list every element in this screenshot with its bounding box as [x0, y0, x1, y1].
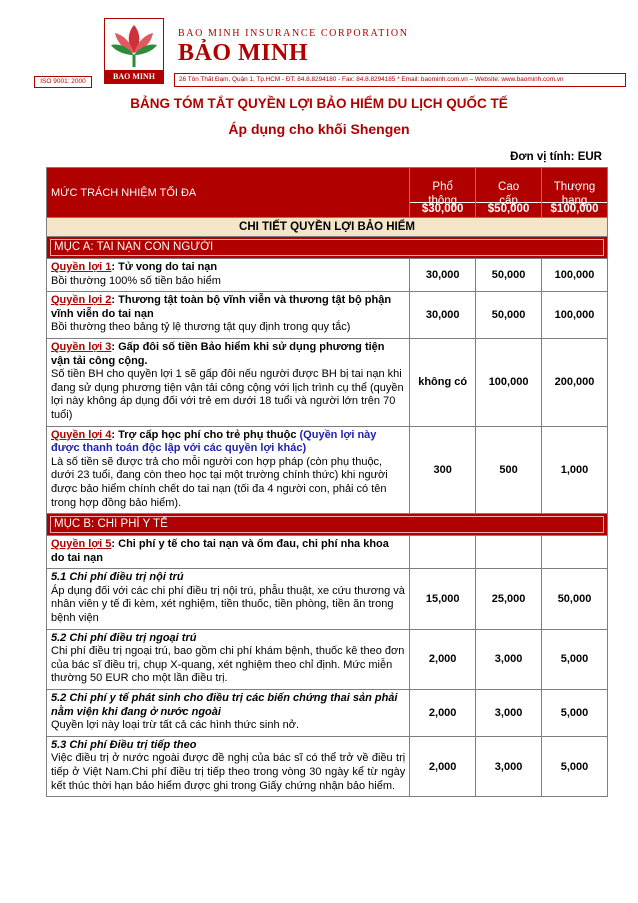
- benefit-note: (Quyền lợi này được thanh toán độc lập với các quyền lợi khác): [51, 428, 377, 455]
- benefit-label: Quyền lợi 4: [51, 428, 112, 441]
- benefit-label: Quyền lợi 2: [51, 294, 112, 307]
- table-header-row: [47, 168, 608, 218]
- table-row: [47, 629, 608, 689]
- benefit-description: [47, 629, 410, 689]
- benefit-label: Quyền lợi 3: [51, 340, 112, 353]
- value-standard: 2,000: [410, 690, 476, 737]
- table-row: [47, 426, 608, 514]
- value-vip: 50,000: [542, 569, 608, 629]
- value-standard: 2,000: [410, 629, 476, 689]
- value-vip: 5,000: [542, 690, 608, 737]
- benefit-text: Quyền lợi này loại trừ tất cả các hình thức sinh nở.: [51, 719, 300, 732]
- iso-badge: ISO 9001: 2000: [34, 76, 92, 88]
- currency-unit: Đơn vị tính: EUR: [510, 151, 602, 163]
- table-row: [47, 736, 608, 796]
- benefit-text: Việc điều trị ở nước ngoài được đề nghị của bác sĩ có thể trở về điều trị tiếp ở Việt Nam.Chi phí điều trị tiếp theo trong vòng 30 ngày kể từ ngày kết thúc thời hạn bảo hiểm được ghi trong Giấy chứng nhận bảo hiểm.: [51, 752, 406, 792]
- value-premium: 50,000: [476, 292, 542, 339]
- value-premium: 3,000: [476, 690, 542, 737]
- plan-name-line2: cấp: [499, 194, 518, 207]
- plan-amount: $30,000: [410, 202, 475, 216]
- value-premium: 100,000: [476, 338, 542, 426]
- benefit-description: [47, 569, 410, 629]
- detail-heading: CHI TIẾT QUYỀN LỢI BẢO HIỂM: [47, 218, 608, 237]
- plan-header-standard: [410, 168, 476, 218]
- value-vip: 5,000: [542, 736, 608, 796]
- benefits-table: [46, 167, 608, 797]
- benefit-description: [47, 292, 410, 339]
- value-standard: không có: [410, 338, 476, 426]
- plan-name-line2: thông: [428, 194, 458, 207]
- lotus-logo-icon: [105, 19, 163, 71]
- value-premium: 500: [476, 426, 542, 514]
- value-premium: [476, 536, 542, 569]
- benefit-title: : Trợ cấp học phí cho trẻ phụ thuộc: [111, 428, 297, 441]
- value-standard: 15,000: [410, 569, 476, 629]
- table-row: [47, 536, 608, 569]
- benefit-text: Bồi thường 100% số tiền bảo hiểm: [51, 274, 221, 287]
- benefit-label: Quyền lợi 1: [51, 261, 112, 273]
- value-standard: 30,000: [410, 292, 476, 339]
- benefit-title: : Gấp đôi số tiền Bảo hiểm khi sử dụng phương tiện vận tải công cộng.: [51, 340, 385, 367]
- value-premium: 50,000: [476, 259, 542, 292]
- benefit-label: Quyền lợi 5: [51, 538, 112, 551]
- sub-benefit-title: 5.2 Chi phí điều trị ngoại trú: [51, 631, 197, 644]
- sub-benefit-title: 5.2 Chi phí y tế phát sinh cho điều trị các biến chứng thai sản phải nằm viện khi đang ở nước ngoài: [51, 692, 398, 718]
- benefit-text: Chi phí điều trị ngoại trú, bao gồm chi phí khám bệnh, thuốc kê theo đơn của bác sĩ điều trị, chụp X-quang, xét nghiệm theo chỉ định. Mức miễn thường 50 EUR cho một lần điều trị.: [51, 645, 405, 685]
- value-vip: 5,000: [542, 629, 608, 689]
- table-row: [47, 569, 608, 629]
- value-standard: 300: [410, 426, 476, 514]
- value-vip: 100,000: [542, 292, 608, 339]
- benefit-text: Là số tiền sẽ được trả cho mỗi người con hợp pháp (còn phụ thuộc, dưới 23 tuổi, đang còn theo học tại một trường chính thức) khi người được bảo hiểm chính chết do tai nạn (tối đa 4 người con, phải có tên trong hợp đồng bảo hiểm).: [51, 455, 388, 509]
- plan-amount: $50,000: [476, 202, 541, 216]
- value-standard: [410, 536, 476, 569]
- plan-name-line1: Phổ: [432, 180, 453, 193]
- benefit-title: : Thương tật toàn bộ vĩnh viễn và thương tật bộ phận vĩnh viễn do tai nạn: [51, 294, 392, 320]
- benefit-description: [47, 338, 410, 426]
- plan-name-line1: Cao: [498, 180, 520, 193]
- benefit-description: [47, 690, 410, 737]
- benefit-title: : Chi phí y tế cho tai nạn và ốm đau, chi phí nha khoa do tai nạn: [51, 538, 389, 564]
- value-premium: 3,000: [476, 629, 542, 689]
- table-row: [47, 259, 608, 292]
- plan-name-line1: Thượng: [553, 180, 596, 193]
- benefit-description: [47, 426, 410, 514]
- value-premium: 3,000: [476, 736, 542, 796]
- value-vip: 1,000: [542, 426, 608, 514]
- sub-benefit-title: 5.3 Chi phí Điều trị tiếp theo: [51, 738, 197, 751]
- company-logo: [104, 18, 164, 84]
- section-a-row: [47, 237, 608, 259]
- value-vip: 100,000: [542, 259, 608, 292]
- benefit-text: Bồi thường theo bảng tỷ lệ thương tật quy định trong quy tắc): [51, 321, 351, 334]
- plan-header-premium: [476, 168, 542, 218]
- table-row: [47, 690, 608, 737]
- benefit-text: Áp dụng đối với các chi phí điều trị nội trú, phẫu thuật, xe cứu thương và nhân viên y tế đi kèm, xét nghiệm, tiền thuốc, tiền phòng, tiền ăn trong bệnh viện: [51, 584, 405, 625]
- value-vip: 200,000: [542, 338, 608, 426]
- corp-vietnamese-name: BẢO MINH: [178, 40, 308, 66]
- benefit-description: [47, 259, 410, 292]
- max-liability-label: MỨC TRÁCH NHIỆM TỐI ĐA: [47, 168, 410, 218]
- plan-header-vip: [542, 168, 608, 218]
- table-row: [47, 292, 608, 339]
- benefit-text: Số tiền BH cho quyền lợi 1 sẽ gấp đôi nếu người được BH bị tai nạn khi đang sử dụng phương tiện vận tải công cộng với lịch trình cụ thể (quyền lợi này không áp dụng đối với trẻ em dưới 18 tuổi và người lớn trên 70 tuổi): [51, 368, 404, 421]
- benefit-description: [47, 536, 410, 569]
- table-row: [47, 338, 608, 426]
- benefit-description: [47, 736, 410, 796]
- value-standard: 2,000: [410, 736, 476, 796]
- benefit-title: : Tử vong do tai nạn: [111, 261, 218, 273]
- page-title: BẢNG TÓM TẮT QUYỀN LỢI BẢO HIỂM DU LỊCH QUỐC TẾ: [130, 96, 508, 111]
- corp-english-name: BAO MINH INSURANCE CORPORATION: [178, 28, 409, 39]
- value-standard: 30,000: [410, 259, 476, 292]
- value-vip: [542, 536, 608, 569]
- value-premium: 25,000: [476, 569, 542, 629]
- sub-benefit-title: 5.1 Chi phí điều trị nội trú: [51, 571, 184, 584]
- detail-heading-row: [47, 218, 608, 237]
- address-bar: 26 Tôn Thất Đạm, Quận 1, Tp.HCM - ĐT: 84.8.8294180 - Fax: 84.8.8294185 * Email: baominh.com.vn – Website: www.baominh.com.vn: [174, 73, 626, 87]
- logo-text: BAO MINH: [105, 70, 163, 83]
- section-b-row: [47, 514, 608, 536]
- plan-amount: $100,000: [542, 202, 607, 216]
- plan-name-line2: hạng: [561, 194, 588, 207]
- section-a-heading: MỤC A: TAI NẠN CON NGƯỜI: [50, 239, 604, 256]
- section-b-heading: MỤC B: CHI PHÍ Y TẾ: [50, 516, 604, 533]
- page-subtitle: Áp dụng cho khối Shengen: [228, 121, 410, 137]
